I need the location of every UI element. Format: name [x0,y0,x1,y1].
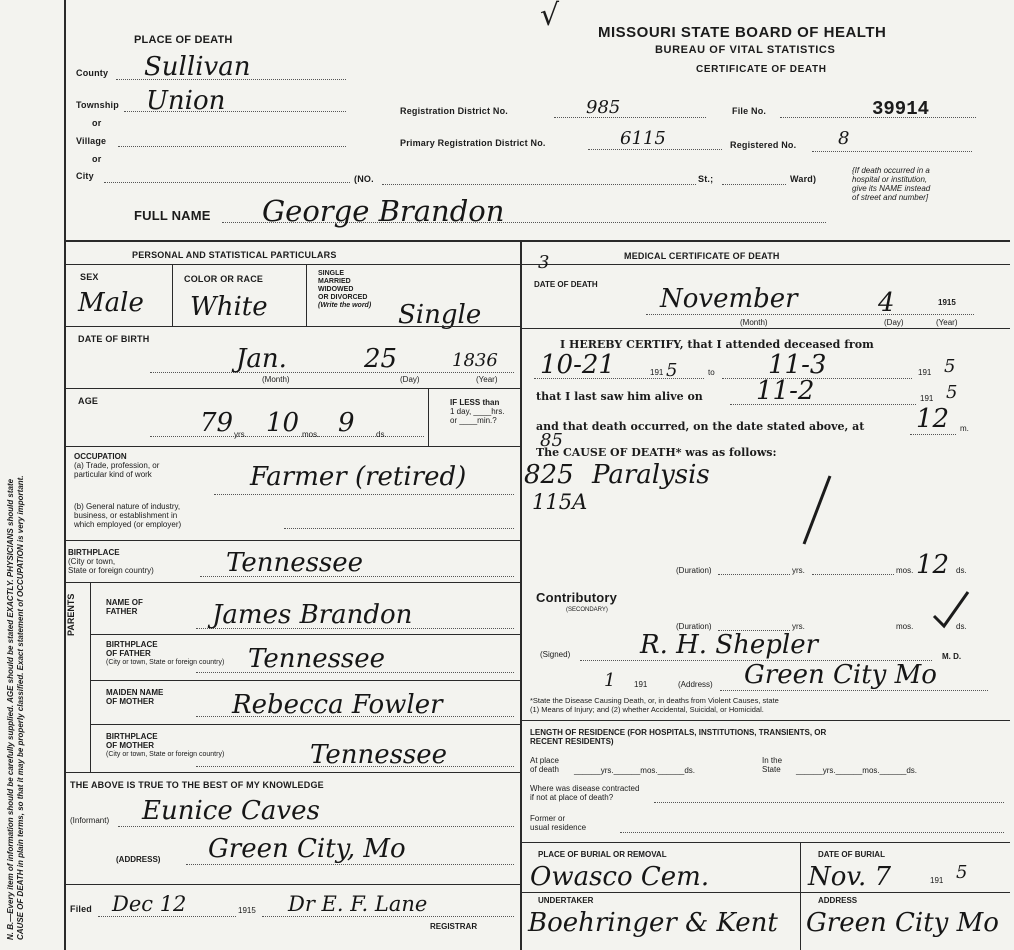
father-birthplace-value: Tennessee [248,644,386,674]
at-place-2: of death [530,765,559,774]
marital-divorced: OR DIVORCED [318,294,368,301]
burial-year-prefix: 191 [930,876,944,885]
to-year-prefix: 191 [918,368,932,377]
address-line [186,864,514,865]
father-label-1: NAME OF [106,598,143,607]
reg-district-line [554,117,706,118]
age-months: 10 [266,408,300,438]
marital-single: SINGLE [318,270,345,277]
dod-month-caption: (Month) [740,318,768,327]
or-text-2: or [92,154,102,164]
contracted-1: Where was disease contracted [530,784,640,793]
burial-place-value: Owasco Cem. [530,862,710,892]
age-row-rule [64,446,520,447]
undertaker-address-value: Green City Mo [806,908,999,938]
burial-date-label: DATE OF BURIAL [818,850,885,859]
signature-date: 1 [604,670,616,691]
birthplace-sub-2: State or foreign country) [68,566,154,575]
burial-divider [800,842,801,950]
mother-birthplace-label [106,732,224,759]
township-label: Township [76,100,119,110]
birthplace-sub-1: (City or town, [68,557,116,566]
section-header-rule [64,264,1010,265]
burial-date-value: Nov. 7 [808,862,892,892]
occurred-text: and that death occurred, on the date stated above, at [536,420,865,433]
primary-district-label: Primary Registration District No. [400,138,546,148]
at-place-mos: mos. [640,766,658,775]
color-label: COLOR OR RACE [184,274,264,284]
registration-district-label: Registration District No. [400,106,509,116]
date-of-death-label: DATE OF DEATH [534,280,598,289]
registered-line [812,151,972,152]
filed-value: Dec 12 [112,892,187,916]
signed-value: R. H. Shepler [640,630,819,660]
occurred-m: m. [960,424,969,433]
dob-day-caption: (Day) [400,375,420,384]
in-state-2: State [762,765,781,774]
section-top-rule [64,240,1010,242]
dob-day: 25 [364,344,398,374]
at-place-label [530,756,559,774]
occurred-value: 12 [916,404,950,434]
attended-to: 11-3 [768,350,827,380]
to-label: to [708,368,715,377]
undertaker-address-label: ADDRESS [818,896,858,905]
header-state-board: MISSOURI STATE BOARD OF HEALTH [598,24,887,41]
hospital-note [852,166,982,202]
registrar-line [262,916,514,917]
last-saw-value: 11-2 [756,376,815,406]
medical-annotation: 3 [538,252,550,273]
parents-bottom-rule [64,772,520,773]
informant-line [118,826,514,827]
in-state-units: ______yrs.______mos.______ds. [796,766,918,775]
duration-mos-1: mos. [896,566,914,575]
duration-ds-2: ds. [956,622,967,631]
sex-color-divider [172,264,173,326]
mother-label-2: OF MOTHER [106,697,154,706]
occupation-line [214,494,514,495]
father-row-rule [90,634,520,635]
occurred-line [910,434,956,435]
duration-mos-value: 12 [916,550,950,580]
full-name-value: George Brandon [262,194,505,228]
header-certificate: CERTIFICATE OF DEATH [696,64,827,75]
father-name-label [106,598,143,616]
ward-line [722,184,786,185]
residence-row-rule [520,842,1010,843]
former-2: usual residence [530,823,587,832]
age-ds-label: ds. [376,430,387,439]
form-left-border [64,0,66,950]
in-state-label [762,756,782,774]
age-label: AGE [78,396,99,406]
informant-value: Eunice Caves [142,796,320,826]
signature-row-rule [520,720,1010,721]
fbirth-1: BIRTHPLACE [106,640,158,649]
less-than-2: 1 day, [450,407,472,416]
burial-place-label: PLACE OF BURIAL OR REMOVAL [538,850,667,859]
residence-label-2: RECENT RESIDENTS) [530,737,614,746]
diagonal-stroke [790,470,850,550]
duration-yrs-line [718,574,790,575]
occupation-a-2: particular kind of work [74,470,152,479]
address-row-rule [64,884,520,885]
father-birthplace-label [106,640,224,667]
parents-label: PARENTS [66,593,76,636]
duration-mos-line [812,574,894,575]
undertaker-label: UNDERTAKER [538,896,594,905]
sex-value: Male [78,288,144,318]
in-state-yrs: yrs. [822,766,836,775]
last-saw-year-prefix: 191 [920,394,934,403]
last-saw-text: that I last saw him alive on [536,390,703,403]
dod-row-rule [520,328,1010,329]
at-place-units: ______yrs.______mos.______ds. [574,766,696,775]
date-of-birth-label: DATE OF BIRTH [78,334,150,344]
in-state-1: In the [762,756,783,765]
occupation-value: Farmer (retired) [250,462,467,492]
duration-mos-2: mos. [896,622,914,631]
hospital-note-1: {If death occurred in a [852,166,930,175]
dob-month: Jan. [236,344,287,374]
parents-divider [90,582,91,772]
fbirth-3: (City or town, State or foreign country) [106,659,225,666]
filed-label: Filed [70,904,93,914]
village-label: Village [76,136,107,146]
less-than-3: hrs. [491,407,505,416]
at-place-yrs: yrs. [600,766,614,775]
occupation-b-1: (b) General nature of industry, [74,502,181,511]
mother-birthplace-value: Tennessee [310,740,448,770]
duration-label-2: (Duration) [676,622,712,631]
sex-row-rule [64,326,520,327]
county-label: County [76,68,109,78]
full-name-label: FULL NAME [134,208,211,223]
contributory-label: Contributory [536,590,618,605]
ward-label: Ward) [790,174,817,184]
file-no-value: 39914 [872,98,930,120]
from-year: 5 [666,360,678,381]
duration-label-1: (Duration) [676,566,712,575]
marital-write: (Write the word) [318,302,372,309]
occupation-b-3: which employed (or employer) [74,520,182,529]
dob-month-caption: (Month) [262,375,290,384]
burial-year: 5 [956,862,968,883]
residence-label [530,728,826,746]
dob-year-caption: (Year) [476,375,498,384]
contracted-2: if not at place of death? [530,793,614,802]
birthplace-row-rule [64,582,520,583]
file-no-label: File No. [732,106,767,116]
personal-particulars-title: PERSONAL AND STATISTICAL PARTICULARS [132,250,337,260]
former-residence-label [530,814,586,832]
registration-district-value: 985 [586,97,621,118]
residence-label-1: LENGTH OF RESIDENCE (FOR HOSPITALS, INSTITUTIONS, TRANSIENTS, OR [530,728,827,737]
registered-no-value: 8 [838,128,850,149]
primary-line [588,149,722,150]
village-line [118,146,346,147]
dod-day-caption: (Day) [884,318,904,327]
registrar-value: Dr E. F. Lane [288,892,428,916]
township-value: Union [146,86,226,116]
signature-address-value: Green City Mo [744,660,937,690]
undertaker-value: Boehringer & Kent [528,908,778,938]
less-than-text: IF LESS than 1 day, ____hrs. or ____min.? [450,398,505,425]
cause-annotation: 85 [540,430,563,451]
cause-note-2: (1) Means of Injury; and (2) whether Accidental, Suicidal, or Homicidal. [530,705,764,714]
age-divider [428,388,429,446]
sex-label: SEX [80,272,99,282]
cause-value: Paralysis [592,460,710,490]
birthplace-value: Tennessee [226,548,364,578]
or-text-1: or [92,118,102,128]
mother-row-rule [90,724,520,725]
color-value: White [190,292,268,322]
center-divider [520,240,522,950]
marital-options [318,270,371,310]
filed-line [98,916,236,917]
margin-note-line2: CAUSE OF DEATH in plain terms, so that it may be properly classified. Exact statement of OCCUPATION is very important. [16,475,25,940]
dod-line [646,314,974,315]
duration-yrs-2: yrs. [792,622,805,631]
mbirth-3: (City or town, State or foreign country) [106,751,225,758]
occupation-row-rule [64,540,520,541]
father-name-value: James Brandon [212,600,413,630]
code-115a: 115A [532,490,588,514]
occupation-b-2: business, or establishment in [74,511,178,520]
hospital-note-3: give its NAME instead [852,184,931,193]
city-line [104,182,350,183]
occupation-a-1: (a) Trade, profession, or [74,461,160,470]
from-year-prefix: 191 [650,368,664,377]
hospital-note-4: of street and number] [852,193,929,202]
marital-value: Single [398,300,482,330]
father-label-2: FATHER [106,607,138,616]
former-1: Former or [530,814,566,823]
signature-year: 191 [634,680,648,689]
address-label: (ADDRESS) [116,855,161,864]
contracted-label [530,784,639,802]
cause-label: The CAUSE OF DEATH* was as follows: [536,446,777,459]
age-mos-label: mos. [302,430,320,439]
cause-code: 825 [524,460,574,490]
mbirth-1: BIRTHPLACE [106,732,158,741]
to-year: 5 [944,356,956,377]
in-state-mos: mos. [862,766,880,775]
place-of-death-title: PLACE OF DEATH [134,34,233,46]
age-years: 79 [200,408,234,438]
margin-instructions [2,40,24,940]
at-place-ds: ds. [684,766,696,775]
duration-ds-1: ds. [956,566,967,575]
header-bureau: BUREAU OF VITAL STATISTICS [655,44,836,56]
address-value: Green City, Mo [208,834,406,864]
registered-no-label: Registered No. [730,140,797,150]
cause-note [530,696,779,714]
primary-district-value: 6115 [620,128,666,149]
informant-label: (Informant) [70,816,110,825]
st-label: St.; [698,174,714,184]
less-than-5: min.? [477,416,497,425]
cause-note-1: *State the Disease Causing Death, or, in deaths from Violent Causes, state [530,696,779,705]
mother-name-label [106,688,163,706]
in-state-ds: ds. [906,766,918,775]
dod-year-caption: (Year) [936,318,958,327]
true-statement-label: THE ABOVE IS TRUE TO THE BEST OF MY KNOWLEDGE [70,780,324,790]
burial-row-rule [520,892,1010,893]
check-stroke [930,590,974,630]
occupation-b-label [74,502,181,529]
margin-note-line1: N. B.—Every item of information should be carefully supplied. AGE should be stated EXACTLY. PHYSICIANS should state [6,478,15,940]
age-yrs-label: yrs. [234,430,247,439]
last-saw-year: 5 [946,382,958,403]
mother-label-1: MAIDEN NAME [106,688,164,697]
age-days: 9 [338,408,355,438]
signed-label: (Signed) [540,650,571,659]
contributory-sub: (SECONDARY) [566,607,608,613]
color-marital-divider [306,264,307,326]
no-label: (NO. [354,174,374,184]
no-line [382,184,696,185]
marital-widowed: WIDOWED [318,286,354,293]
occupation-b-line [284,528,514,529]
hospital-note-2: hospital or institution, [852,175,928,184]
birthplace-title: BIRTHPLACE [68,548,120,557]
attended-from: 10-21 [540,350,615,380]
city-label: City [76,171,94,181]
father-birth-row-rule [90,680,520,681]
md-label: M. D. [942,652,962,661]
county-value: Sullivan [144,52,251,82]
medical-certificate-title: MEDICAL CERTIFICATE OF DEATH [624,251,780,261]
dob-year: 1836 [452,350,498,371]
certify-text: I HEREBY CERTIFY, that I attended deceased from [560,338,874,351]
fbirth-2: OF FATHER [106,649,151,658]
dod-year: 1915 [938,298,956,307]
occupation-title: OCCUPATION [74,452,127,461]
mother-name-value: Rebecca Fowler [232,690,443,720]
dob-row-rule [64,388,520,389]
registrar-label: REGISTRAR [430,922,478,931]
occupation-label [74,452,159,479]
contracted-line [654,802,1004,803]
former-line [620,832,1004,833]
mbirth-2: OF MOTHER [106,741,154,750]
dod-month: November [660,284,798,314]
signature-address-line [720,690,988,691]
dod-day: 4 [878,288,895,318]
marital-married: MARRIED [318,278,351,285]
signature-address-label: (Address) [678,680,713,689]
less-than-1: IF LESS than [450,398,500,407]
dob-line [150,372,514,373]
birthplace-label [68,548,154,575]
filed-year: 1915 [238,906,256,915]
duration-yrs-1: yrs. [792,566,805,575]
less-than-4: or [450,416,458,425]
check-mark: √ [540,0,560,33]
at-place-1: At place [530,756,559,765]
